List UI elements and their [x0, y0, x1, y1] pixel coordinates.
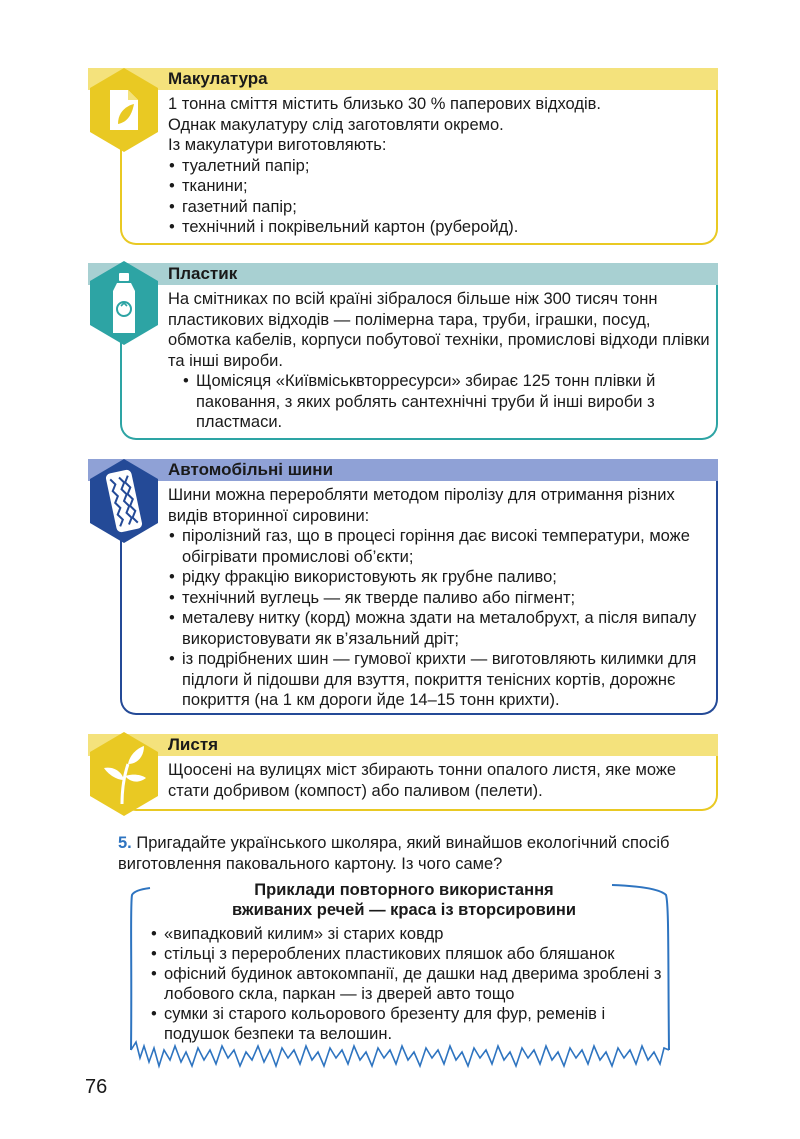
card-text: Шини можна переробляти методом піролізу для отримання різних видів вторинної сировини: [168, 486, 675, 525]
question-text: Пригадайте українського школяра, який винайшов екологічний спосіб виготовлення паковального картону. Із чого саме? [118, 834, 670, 873]
list-item: • офісний будинок автокомпанії, де дашки над дверима зроблені з лобового скла, паркан — із дверей авто тощо [150, 964, 670, 1004]
list-item: • металеву нитку (корд) можна здати на металобрухт, а після випалу використовувати як в’язальний дріт; [168, 608, 710, 649]
card-title: Пластик [88, 263, 718, 285]
page-number: 76 [85, 1076, 108, 1098]
list-item: • стільці з перероблених пластикових пляшок або бляшанок [150, 944, 670, 964]
card-text: Із макулатури виготовляють: [168, 136, 387, 154]
card-text: На смітниках по всій країні зібралося більше ніж 300 тисяч тонн пластикових відходів — полімерна тара, труби, іграшки, посуд, обмотка кабелів, корпуси побутової техніки, промислові відходи плівки та інші вироби. [168, 290, 710, 370]
list-item: • газетний папір; [168, 197, 710, 218]
card-text: Однак макулатуру слід заготовляти окремо. [168, 115, 504, 134]
card-text: 1 тонна сміття містить близько 30 % паперових відходів. [168, 95, 602, 113]
card-text: Щоосені на вулицях міст збирають тонни опалого листя, яке може стати добривом (компост) або паливом (пелети). [168, 761, 677, 800]
list-item: • технічний вуглець — як тверде паливо або пігмент; [168, 588, 710, 609]
list-item: • Щомісяця «Київміськвторресурси» збирає 125 тонн плівки й паковання, з яких роблять сантехнічні труби й інші вироби з пластмаси. [182, 371, 710, 433]
list-item: • піролізний газ, що в процесі горіння дає високі температури, може обігрівати промислові об’єкти; [168, 526, 710, 567]
list-item: • сумки зі старого кольорового брезенту для фур, ременів і подушок безпеки та велошин. [150, 1004, 670, 1044]
examples-title-line: Приклади повторного використання [254, 881, 554, 899]
list-item: • «випадковий килим» зі старих ковдр [150, 924, 670, 944]
list-item: • тканини; [168, 176, 710, 197]
list-item: • технічний і покрівельний картон (руберойд). [168, 217, 710, 238]
examples-title-line: вживаних речей — краса із вторсировини [232, 901, 576, 919]
list-item: • туалетний папір; [168, 156, 710, 177]
card-title: Листя [88, 734, 718, 756]
list-item: • рідку фракцію використовують як грубне паливо; [168, 567, 710, 588]
card-title: Автомобільні шини [88, 459, 718, 481]
card-title: Макулатура [88, 68, 718, 90]
list-item: • із подрібнених шин — гумової крихти — виготовляють килимки для підлоги й підошви для взуття, покриття тенісних кортів, дорожнє покриття (на 1 км дороги йде 14–15 тонн крихти). [168, 649, 710, 711]
examples-list [150, 924, 670, 1044]
question-number: 5. [118, 834, 132, 852]
examples-title [150, 880, 658, 920]
